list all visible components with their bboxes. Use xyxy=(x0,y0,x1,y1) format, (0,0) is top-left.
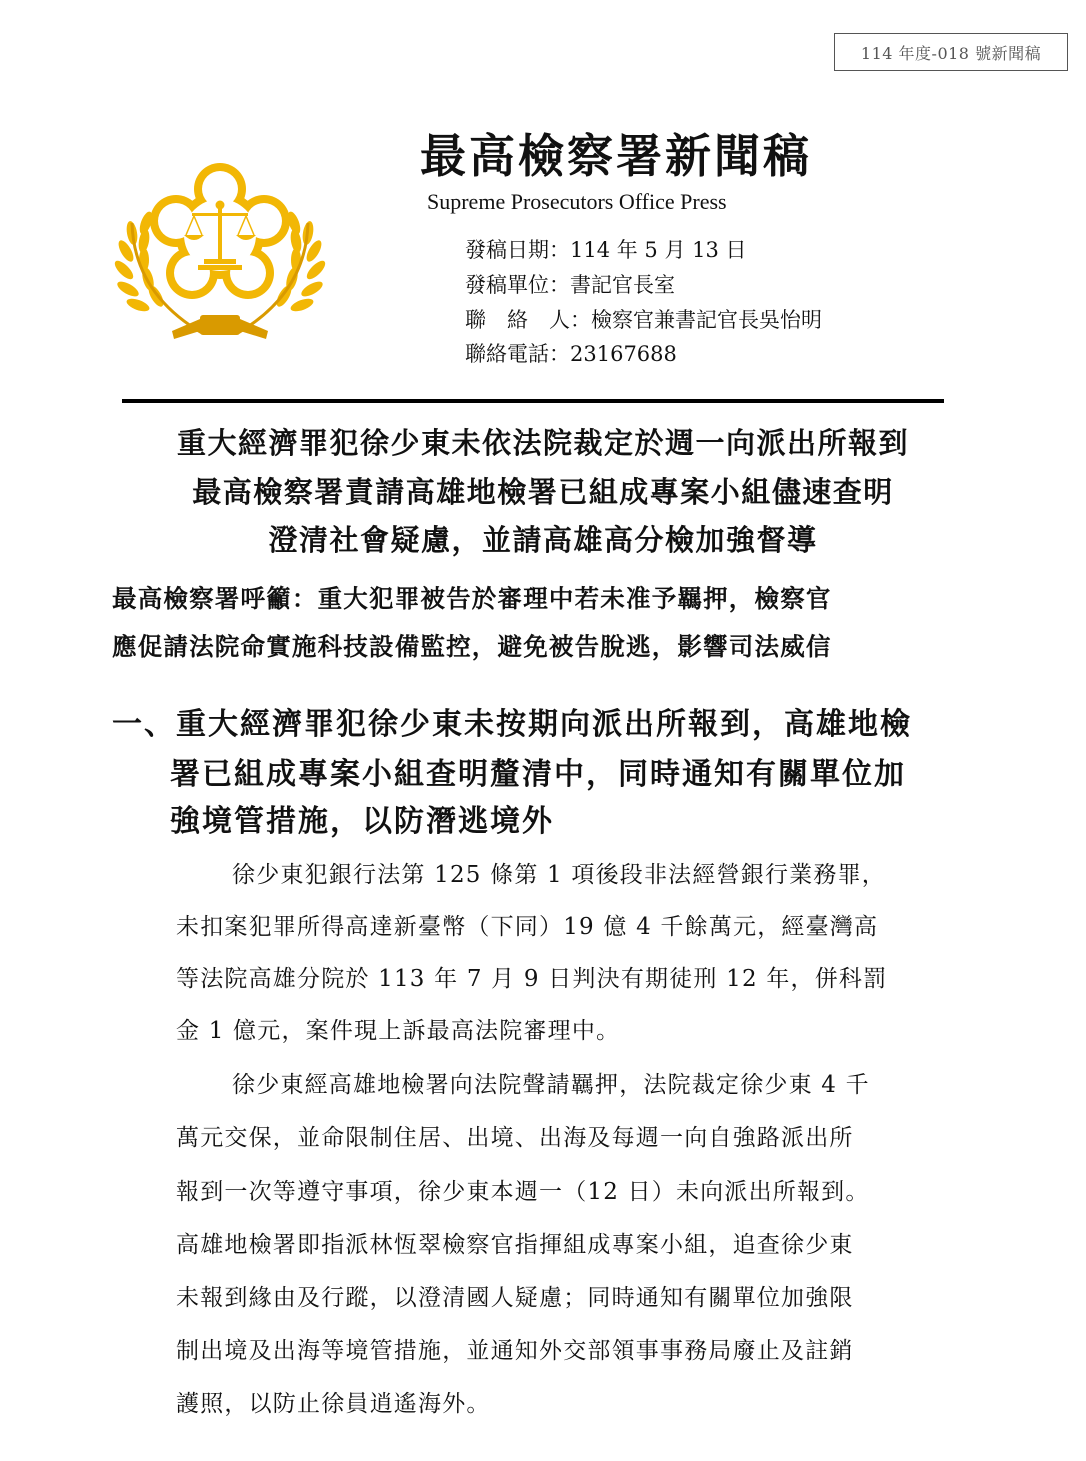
paragraph-line: 未報到緣由及行蹤，以澄清國人疑慮；同時通知有關單位加強限 xyxy=(176,1285,854,1311)
appeal-line: 應促請法院命實施科技設備監控，避免被告脫逃，影響司法威信 xyxy=(112,632,832,661)
meta-label: 發稿日期： xyxy=(465,238,570,262)
section-heading-line: 署已組成專案小組查明釐清中，同時通知有關單位加 xyxy=(170,757,906,792)
meta-value: 書記官長室 xyxy=(570,273,675,297)
meta-contact-phone xyxy=(465,340,677,368)
appeal-line: 最高檢察署呼籲：重大犯罪被告於審理中若未准予羈押，檢察官 xyxy=(112,584,832,613)
meta-issuing-unit xyxy=(465,271,675,299)
meta-contact-person xyxy=(465,306,822,334)
header-divider xyxy=(122,399,944,403)
ribbon-knot-icon xyxy=(172,315,268,339)
headline-line: 最高檢察署責請高雄地檢署已組成專案小組儘速查明 xyxy=(192,475,894,509)
paragraph-line: 金 1 億元，案件現上訴最高法院審理中。 xyxy=(176,1018,621,1044)
meta-value: 23167688 xyxy=(570,342,677,366)
ministry-emblem xyxy=(112,163,328,343)
headline-line: 重大經濟罪犯徐少東未依法院裁定於週一向派出所報到 xyxy=(176,426,909,460)
paragraph-line: 徐少東犯銀行法第 125 條第 1 項後段非法經營銀行業務罪， xyxy=(232,862,886,888)
page-title: 最高檢察署新聞稿 xyxy=(420,129,812,183)
paragraph-line: 報到一次等遵守事項，徐少東本週一（12 日）未向派出所報到。 xyxy=(176,1179,870,1205)
paragraph-line: 未扣案犯罪所得高達新臺幣（下同）19 億 4 千餘萬元，經臺灣高 xyxy=(176,914,879,940)
meta-release-date xyxy=(465,236,747,264)
paragraph-line: 高雄地檢署即指派林恆翠檢察官指揮組成專案小組，追查徐少東 xyxy=(176,1232,854,1258)
paragraph-line: 護照，以防止徐員逍遙海外。 xyxy=(176,1391,491,1417)
paragraph-line: 徐少東經高雄地檢署向法院聲請羈押，法院裁定徐少東 4 千 xyxy=(232,1072,870,1098)
meta-label: 聯絡電話： xyxy=(465,342,570,366)
paragraph-line: 萬元交保，並命限制住居、出境、出海及每週一向自強路派出所 xyxy=(176,1125,854,1151)
meta-value: 114 年 5 月 13 日 xyxy=(570,238,747,262)
section-heading-line: 強境管措施，以防潛逃境外 xyxy=(170,804,554,839)
meta-label: 聯 絡 人： xyxy=(465,308,591,332)
paragraph-line: 等法院高雄分院於 113 年 7 月 9 日判決有期徒刑 12 年，併科罰 xyxy=(176,966,888,992)
page-subtitle-english: Supreme Prosecutors Office Press xyxy=(427,189,727,214)
meta-label: 發稿單位： xyxy=(465,273,570,297)
meta-value: 檢察官兼書記官長吳怡明 xyxy=(591,308,822,332)
section-heading-line: 一、重大經濟罪犯徐少東未按期向派出所報到，高雄地檢 xyxy=(112,707,912,742)
headline-line: 澄清社會疑慮，並請高雄高分檢加強督導 xyxy=(268,523,818,557)
paragraph-line: 制出境及出海等境管措施，並通知外交部領事事務局廢止及註銷 xyxy=(176,1338,854,1364)
release-number-box: 114 年度-018 號新聞稿 xyxy=(834,33,1068,71)
